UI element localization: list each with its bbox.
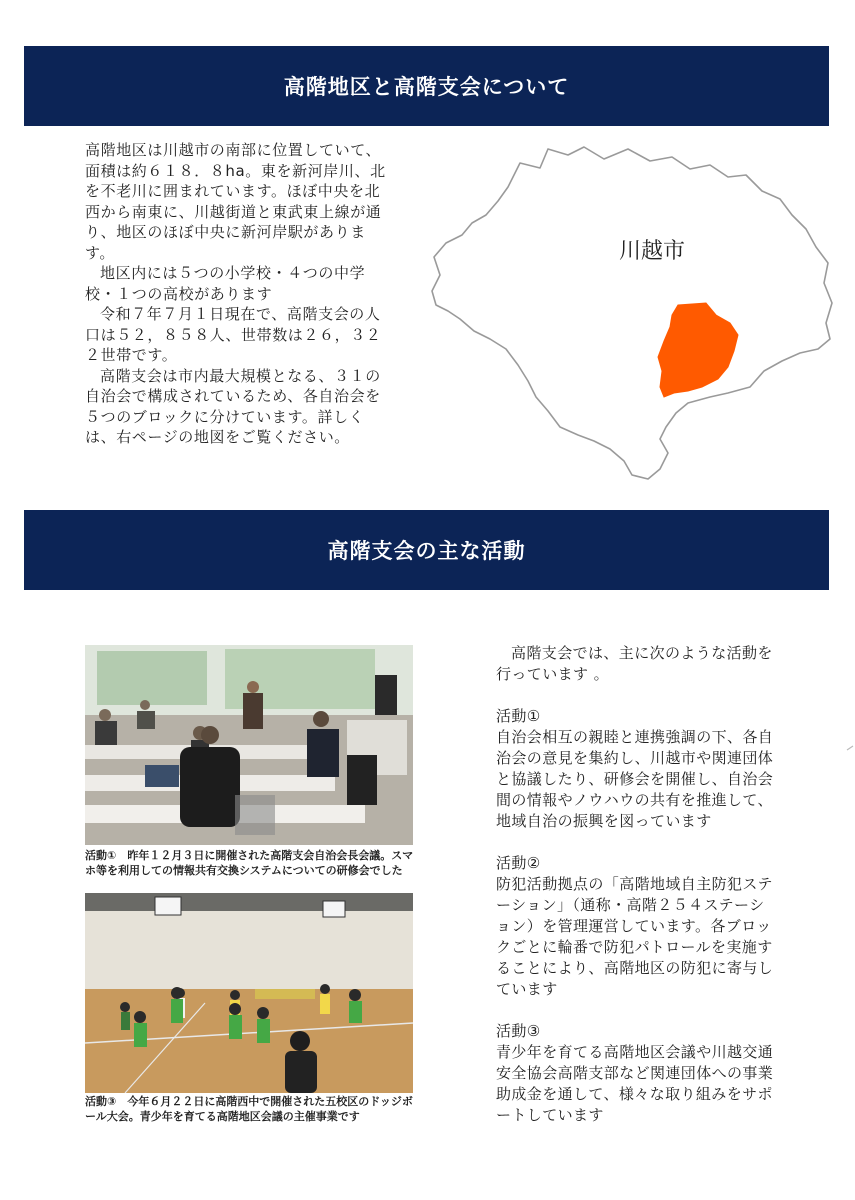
map-city-label: 川越市 (618, 239, 686, 264)
section-title-activities: 高階支会の主な活動 (327, 539, 526, 563)
activities-text (496, 643, 776, 1147)
section-header-activities (24, 510, 829, 590)
dodgeball-photo (85, 893, 413, 1093)
stray-mark-icon (846, 745, 854, 751)
activity-3-body: 青少年を育てる高階地区会議や川越交通安全協会高階支部など関連団体への事業助成金を通して、様々な取り組みをサポートしています (496, 1043, 774, 1124)
intro-paragraph-1: 高階地区は川越市の南部に位置していて、面積は約６１８．８ha。東を新河岸川、北を不老川に囲まれています。ほぼ中央を北西から南東に、川越街道と東武東上線が通り、地区のほぼ中央に新河岸駅があります。 (85, 141, 386, 262)
activity-1-body: 自治会相互の親睦と連携強調の下、各自治会の意見を集約し、川越市や関連団体と協議したり、研修会を開催し、自治会間の情報やノウハウの共有を推進して、地域自治の振興を図っています (496, 728, 774, 830)
intro-paragraph-2: 地区内には５つの小学校・４つの中学校・１つの高校があります (85, 264, 366, 303)
kawagoe-city-map (428, 135, 833, 485)
intro-text (85, 140, 390, 448)
intro-paragraph-3: 令和７年７月１日現在で、高階支会の人口は５２，８５８人、世帯数は２６，３２２世帯です。 (85, 305, 382, 364)
section-header-about (24, 46, 829, 126)
meeting-photo (85, 645, 413, 845)
activity-3 (496, 1021, 776, 1126)
activity-1-heading: 活動① (496, 707, 541, 725)
activity-1 (496, 706, 776, 832)
activity-2-body: 防犯活動拠点の「高階地域自主防犯ステーション」（通称・高階２５４ステーション）を管理運営しています。各ブロックごとに輪番で防犯パトロールを実施することにより、高階地区の防犯に寄与しています (496, 875, 774, 998)
activities-lead: 高階支会では、主に次のような活動を行っています 。 (496, 644, 773, 683)
caption-photo-2: 活動③ 今年６月２２日に高階西中で開催された五校区のドッジボール大会。青少年を育てる高階地区会議の主催事業です (85, 1095, 413, 1123)
intro-paragraph-4: 高階支会は市内最大規模となる、３１の自治会で構成されているため、各自治会を５つのブロックに分けています。詳しくは、右ページの地図をご覧ください。 (85, 366, 381, 446)
activity-3-heading: 活動③ (496, 1022, 541, 1040)
caption-photo-1: 活動① 昨年１２月３日に開催された高階支会自治会長会議。スマホ等を利用しての情報共有交換システムについての研修会でした (85, 849, 414, 877)
activity-2 (496, 853, 776, 1000)
activity-2-heading: 活動② (496, 854, 541, 872)
section-title-about: 高階地区と高階支会について (283, 75, 570, 99)
kawagoe-city-outline (432, 147, 832, 479)
